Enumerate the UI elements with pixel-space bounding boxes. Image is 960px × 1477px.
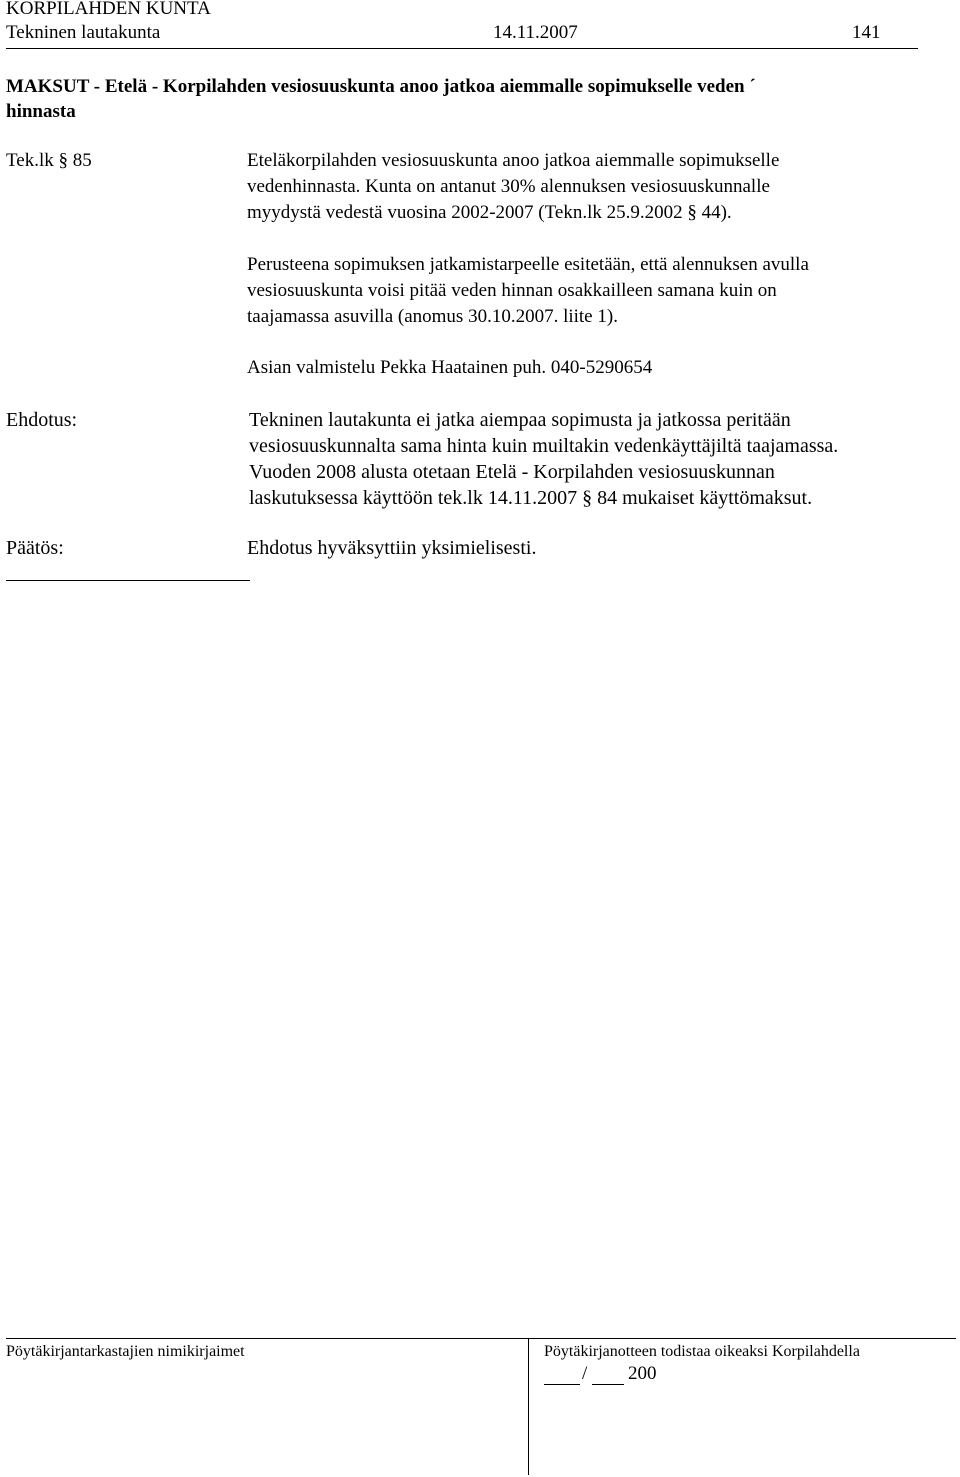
decision-text: Ehdotus hyväksyttiin yksimielisesti.	[247, 537, 537, 559]
paragraph-line: vesiosuuskunta voisi pitää veden hinnan osakkailleen samana kuin on	[247, 280, 777, 301]
board-name: Tekninen lautakunta	[6, 22, 161, 43]
page-number: 141	[852, 22, 881, 43]
item-title-line1: MAKSUT - Etelä - Korpilahden vesiosuuskunta anoo jatkoa aiemmalle sopimukselle veden ´	[6, 76, 756, 97]
section-reference	[6, 148, 92, 174]
proposal-text	[249, 407, 838, 511]
section-sign: §	[58, 150, 68, 171]
paragraph-line: vedenhinnasta. Kunta on antanut 30% alennuksen vesiosuuskunnalle	[247, 176, 770, 197]
footer-rule	[6, 1338, 956, 1339]
section-ref-label: Tek.lk	[6, 150, 54, 171]
municipality-name: KORPILAHDEN KUNTA	[6, 0, 211, 19]
proposal-line: laskutuksessa käyttöön tek.lk 14.11.2007 § 84 mukaiset käyttömaksut.	[249, 487, 813, 509]
item-title-line2: hinnasta	[6, 101, 76, 122]
date-separator: /	[582, 1363, 588, 1384]
decision-label: Päätös:	[6, 537, 64, 559]
footer-divider	[528, 1338, 529, 1475]
reviewers-initials-label: Pöytäkirjantarkastajien nimikirjaimet	[6, 1343, 245, 1360]
section-ref-number: 85	[72, 150, 92, 171]
paragraph-line: Eteläkorpilahden vesiosuuskunta anoo jatkoa aiemmalle sopimukselle	[247, 150, 780, 171]
preparer-info: Asian valmistelu Pekka Haatainen puh. 040-5290654	[247, 357, 653, 378]
proposal-line: Vuoden 2008 alusta otetaan Etelä - Korpilahden vesiosuuskunnan	[249, 461, 775, 483]
paragraph-line: taajamassa asuvilla (anomus 30.10.2007. liite 1).	[247, 306, 618, 327]
paragraph-line: myydystä vedestä vuosina 2002-2007 (Tekn.lk 25.9.2002 § 44).	[247, 202, 732, 223]
paragraph-line: Perusteena sopimuksen jatkamistarpeelle esitetään, että alennuksen avulla	[247, 254, 809, 275]
month-blank	[592, 1384, 624, 1385]
section-end-rule	[6, 580, 250, 581]
meeting-date: 14.11.2007	[493, 22, 578, 43]
header-rule	[6, 48, 918, 49]
day-blank	[544, 1384, 580, 1385]
certification-label: Pöytäkirjanotteen todistaa oikeaksi Korpilahdella	[544, 1343, 860, 1360]
proposal-line: vesiosuuskunnalta sama hinta kuin muiltakin vedenkäyttäjiltä taajamassa.	[249, 435, 839, 457]
proposal-line: Tekninen lautakunta ei jatka aiempaa sopimusta ja jatkossa peritään	[249, 409, 791, 431]
year-prefix: 200	[628, 1363, 657, 1384]
background-paragraph-1	[247, 148, 779, 226]
background-paragraph-2	[247, 252, 809, 330]
proposal-label: Ehdotus:	[6, 409, 78, 431]
